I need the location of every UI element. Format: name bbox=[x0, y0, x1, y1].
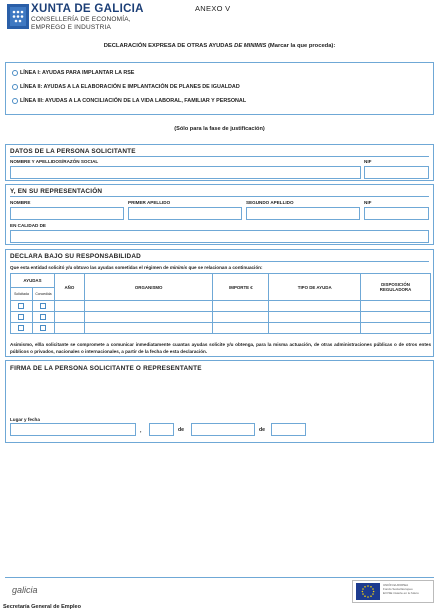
organism-cell[interactable] bbox=[84, 312, 213, 323]
applicant-nif-input[interactable] bbox=[364, 166, 429, 179]
aid-type-cell[interactable] bbox=[269, 312, 361, 323]
regulation-cell[interactable] bbox=[361, 301, 431, 312]
table-row bbox=[11, 301, 431, 312]
radio-icon[interactable] bbox=[12, 98, 18, 104]
col-header-disposicion-line-2: REGULADORA bbox=[379, 287, 412, 292]
checkbox-concedida[interactable] bbox=[40, 314, 46, 320]
declaration-title-suffix: (Marcar la que proceda): bbox=[266, 43, 336, 49]
checkbox-solicitada[interactable] bbox=[18, 303, 24, 309]
rep-nif-input[interactable] bbox=[364, 207, 429, 220]
radio-icon[interactable] bbox=[12, 84, 18, 90]
commitment-paragraph: Asimismo, el/la solicitante se compromete a comunicar inmediatamente cuantas ayudas solicite y/u obtenga, para la misma actuación, de otras administraciones públicas o de otros entes públicos o privados, nacionales o internacionales, a partir de la fecha de esta declaración. bbox=[10, 342, 431, 354]
lines-selection-box bbox=[5, 62, 434, 115]
month-input[interactable] bbox=[191, 423, 255, 436]
rep-capacity-input[interactable] bbox=[10, 230, 429, 243]
table-cell bbox=[32, 312, 54, 323]
separator-comma: , bbox=[140, 428, 142, 434]
year-cell[interactable] bbox=[54, 301, 84, 312]
applicant-name-input[interactable] bbox=[10, 166, 361, 179]
logo-subtitle bbox=[31, 16, 131, 32]
section-divider bbox=[10, 156, 429, 157]
organism-cell[interactable] bbox=[84, 323, 213, 334]
representation-section bbox=[5, 184, 434, 245]
place-date-label: Lugar y fecha bbox=[10, 417, 40, 422]
eu-text-line-1: UNIÓN EUROPEA bbox=[383, 583, 409, 587]
section-divider bbox=[10, 261, 429, 262]
rep-second-surname-label: SEGUNDO APELLIDO bbox=[246, 200, 294, 205]
rep-capacity-label: EN CALIDAD DE bbox=[10, 223, 46, 228]
col-header-tipo: TIPO DE AYUDA bbox=[269, 274, 361, 301]
table-cell bbox=[32, 323, 54, 334]
signature-section bbox=[5, 360, 434, 443]
logo-subtitle-line-2: EMPREGO E INDUSTRIA bbox=[31, 24, 112, 31]
place-input[interactable] bbox=[10, 423, 136, 436]
table-row bbox=[11, 312, 431, 323]
year-cell[interactable] bbox=[54, 323, 84, 334]
aid-type-cell[interactable] bbox=[269, 301, 361, 312]
regulation-cell[interactable] bbox=[361, 312, 431, 323]
year-cell[interactable] bbox=[54, 312, 84, 323]
checkbox-concedida[interactable] bbox=[40, 303, 46, 309]
declaration-title-emphasis: DE MINIMIS bbox=[234, 43, 267, 49]
rep-nif-label: NIF bbox=[364, 200, 372, 205]
justification-note: (Sólo para la fase de justificación) bbox=[174, 126, 265, 132]
rep-second-surname-input[interactable] bbox=[246, 207, 360, 220]
applicant-name-label: NOMBRE Y APELLIDOS/RAZÓN SOCIAL bbox=[10, 159, 99, 164]
col-header-solicitada: Solicitada bbox=[11, 288, 33, 301]
checkbox-concedida[interactable] bbox=[40, 325, 46, 331]
checkbox-solicitada[interactable] bbox=[18, 314, 24, 320]
line-option-label: LÍNEA I: AYUDAS PARA IMPLANTAR LA RSE bbox=[20, 70, 135, 76]
col-header-anio: AÑO bbox=[54, 274, 84, 301]
section-title: FIRMA DE LA PERSONA SOLICITANTE O REPRESENTANTE bbox=[10, 365, 202, 372]
section-title: DECLARA BAJO SU RESPONSABILIDAD bbox=[10, 253, 141, 260]
logo-title: XUNTA DE GALICIA bbox=[31, 3, 144, 15]
section-divider bbox=[10, 196, 429, 197]
aid-table bbox=[10, 273, 431, 334]
radio-icon[interactable] bbox=[12, 70, 18, 76]
amount-cell[interactable] bbox=[213, 323, 269, 334]
regulation-cell[interactable] bbox=[361, 323, 431, 334]
eu-text bbox=[383, 583, 433, 595]
aid-type-cell[interactable] bbox=[269, 323, 361, 334]
section-title: DATOS DE LA PERSONA SOLICITANTE bbox=[10, 148, 136, 155]
declaration-intro-suffix: que se relacionan a continuación: bbox=[187, 265, 263, 270]
table-cell bbox=[11, 312, 33, 323]
declaration-intro-text: Que esta entidad solicitó y/u obtuvo las ayudas sometidas el régimen de bbox=[10, 265, 170, 270]
col-header-disposicion-line-1: DISPOSICIÓN bbox=[381, 282, 410, 287]
declaration-intro bbox=[10, 265, 262, 270]
logo-subtitle-line-1: CONSELLERÍA DE ECONOMÍA, bbox=[31, 16, 131, 23]
rep-first-surname-input[interactable] bbox=[128, 207, 242, 220]
table-cell bbox=[11, 301, 33, 312]
col-header-organismo: ORGANISMO bbox=[84, 274, 213, 301]
secretaria-label: Secretaría General de Empleo bbox=[3, 604, 81, 610]
line-option-2[interactable] bbox=[12, 84, 240, 90]
eu-text-line-2: Fondo Social Europeo bbox=[383, 587, 413, 591]
declaration-title-text: DECLARACIÓN EXPRESA DE OTRAS AYUDAS bbox=[103, 43, 235, 49]
declaration-title bbox=[0, 43, 439, 49]
line-option-1[interactable] bbox=[12, 70, 134, 76]
col-header-disposicion bbox=[361, 274, 431, 301]
organism-cell[interactable] bbox=[84, 301, 213, 312]
col-header-concedida: Concedida bbox=[32, 288, 54, 301]
applicant-nif-label: NIF bbox=[364, 159, 372, 164]
separator-de: de bbox=[178, 427, 185, 433]
eu-text-line-3: El FSE invierte en tu futuro bbox=[383, 591, 419, 595]
day-input[interactable] bbox=[149, 423, 174, 436]
checkbox-solicitada[interactable] bbox=[18, 325, 24, 331]
amount-cell[interactable] bbox=[213, 312, 269, 323]
xunta-shield-logo-icon bbox=[7, 4, 29, 29]
galicia-logo: galicia bbox=[12, 585, 38, 595]
eu-flag-icon bbox=[356, 583, 380, 600]
declaration-intro-emphasis: minimis bbox=[169, 265, 188, 270]
table-cell bbox=[11, 323, 33, 334]
col-header-importe: IMPORTE € bbox=[213, 274, 269, 301]
rep-name-label: NOMBRE bbox=[10, 200, 31, 205]
line-option-3[interactable] bbox=[12, 98, 246, 104]
rep-first-surname-label: PRIMER APELLIDO bbox=[128, 200, 171, 205]
col-header-ayudas: AYUDAS bbox=[11, 274, 55, 288]
amount-cell[interactable] bbox=[213, 301, 269, 312]
footer-divider bbox=[5, 577, 434, 578]
section-title: Y, EN SU REPRESENTACIÓN bbox=[10, 188, 103, 195]
applicant-section bbox=[5, 144, 434, 181]
rep-name-input[interactable] bbox=[10, 207, 124, 220]
line-option-label: LÍNEA III: AYUDAS A LA CONCILIACIÓN DE LA VIDA LABORAL, FAMILIAR Y PERSONAL bbox=[20, 98, 247, 104]
table-row bbox=[11, 323, 431, 334]
annex-label: ANEXO V bbox=[195, 4, 231, 13]
year-input[interactable] bbox=[271, 423, 306, 436]
table-cell bbox=[32, 301, 54, 312]
table-header-row bbox=[11, 274, 431, 288]
separator-de: de bbox=[259, 427, 266, 433]
declaration-section bbox=[5, 249, 434, 357]
line-option-label: LÍNEA II: AYUDAS A LA ELABORACIÓN E IMPLANTACIÓN DE PLANES DE IGUALDAD bbox=[20, 84, 240, 90]
